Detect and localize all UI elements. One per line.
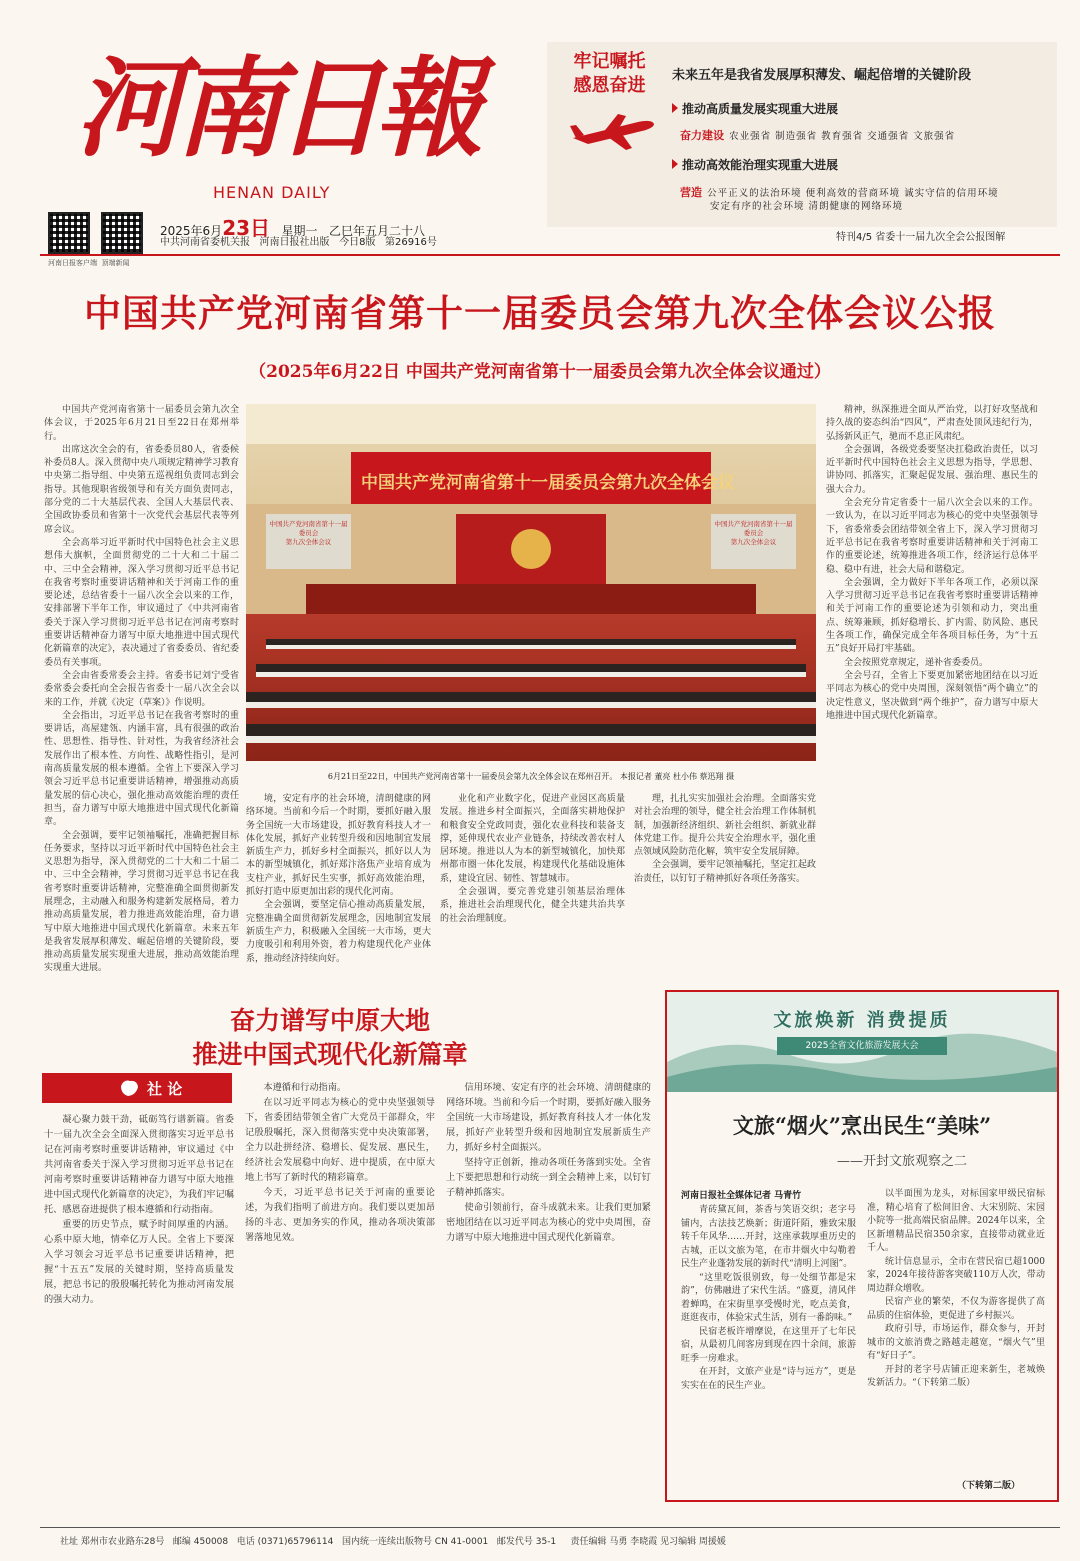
footer-address: 社址 郑州市农业路东28号 — [60, 1537, 165, 1547]
qr-codes — [48, 212, 143, 268]
editorial-label: 社 论 — [147, 1080, 183, 1098]
paragraph: 全会按照党章规定，递补省委委员。 — [844, 657, 989, 668]
article-column-3 — [440, 793, 625, 976]
date-weekday: 星期一 — [281, 224, 318, 238]
promo-text-1: 农业强省 制造强省 教育强省 交通强省 文旅强省 — [729, 131, 956, 142]
paragraph: 青砖黛瓦间，茶香与笑语交织；老字号铺内，古法技艺焕新；街道阡陌，雅致宋服转千年风华……开封，这座承载厚重历史的古城，正以文旅为笔，在市井烟火中勾勒着民生产业蓬勃发展的新时代“清明上河图”。 — [681, 1205, 856, 1269]
paragraph: 民宿老板许增摩说，在这里开了七年民宿，从最初几间客房到现在四十余间，旅游旺季一房难求。 — [681, 1326, 856, 1364]
article-column-1 — [44, 404, 239, 976]
promo-tag-1: 奋力建设 — [680, 129, 724, 142]
paragraph: 精神，纵深推进全面从严治党，以打好攻坚战和持久战的姿态纠治“四风”，严肃查处顶风违纪行为，弘扬新风正气，驰而不息正风肃纪。 — [826, 405, 1038, 442]
footer-editors: 责任编辑 马勇 李晓霞 见习编辑 周援媛 — [570, 1537, 726, 1547]
paragraph: 坚持守正创新，推动各项任务落到实处。全省上下要把思想和行动统一到全会精神上来，以钉钉子精神抓落实。 — [446, 1157, 651, 1198]
paragraph: 全会充分肯定省委十一届八次全会以来的工作。一致认为，在以习近平同志为核心的党中央坚强领导下，省委常委会团结带领全省上下，深入学习贯彻习近平总书记在我省考察时重要讲话精神和关于河南工作的重要论述，统筹推进各项工作，经济运行总体平稳、稳中有进，社会大局和谐稳定。 — [826, 498, 1038, 575]
pub-pages: 今日8版 — [339, 237, 376, 248]
qr-caption-news: 顶端新闻 — [101, 259, 130, 267]
promo-text-2b: 安定有序的社会环境 清朗健康的网络环境 — [710, 201, 904, 212]
paragraph: 在开封，文旅产业是“诗与远方”，更是实实在在的民生产业。 — [681, 1367, 856, 1391]
editorial-headline-line-1: 奋力谱写中原大地 — [229, 1006, 430, 1035]
promo-text-2a: 公平正义的法治环境 便利高效的营商环境 诚实守信的信用环境 — [707, 188, 999, 199]
continued-note[interactable]: （下转第二版） — [957, 1481, 1021, 1491]
paragraph: 政府引导，市场运作，群众参与，开封城市的文旅消费之路越走越宽，“烟火气”里有“好日子”。 — [867, 1324, 1045, 1361]
article-column-5 — [826, 404, 1038, 976]
pub-publisher: 河南日报社出版 — [259, 237, 330, 248]
footer-divider — [40, 1527, 1060, 1528]
promo-item-1 — [672, 100, 838, 117]
editorial-headline[interactable] — [60, 1004, 600, 1072]
box-banner-title: 文旅焕新 消费提质 — [773, 1010, 951, 1031]
paragraph: 民宿产业的繁荣，不仅为游客提供了高品质的住宿体验，更促进了乡村振兴。 — [867, 1297, 1045, 1321]
article-column-2 — [246, 793, 431, 976]
paragraph: 开封的老字号店铺正迎来新生，老城焕发新活力。“（下转第二版） — [867, 1364, 1045, 1388]
box-headline[interactable]: 文旅“烟火”烹出民生“美味” — [732, 1113, 992, 1138]
paragraph: 全会强调，要牢记领袖嘱托，准确把握目标任务要求，坚持以习近平新时代中国特色社会主义思想为指导，深入贯彻党的二十大和二十届二中、三中全会精神，学习贯彻习近平总书记在我省考察时重要讲话精神，完整准确全面贯彻新发展理念，主动融入和服务构建新发展格局，着力推动高质量发展，着力推进高效能治理，奋力谱写中原大地推进中国式现代化新篇章。未来五年是我省发展厚积薄发、崛起倍增的关键阶段，要推动高质量发展实现重大进展，推动高效能治理实现重大进展。 — [44, 830, 239, 974]
culture-tourism-box[interactable] — [665, 990, 1059, 1502]
screen-right-text — [713, 520, 794, 547]
photo-caption: 6月21日至22日，中国共产党河南省第十一届委员会第九次全体会议在郑州召开。 本报记者 董亮 杜小伟 蔡迅翔 摄 — [327, 772, 735, 781]
promo-row-1 — [680, 124, 955, 143]
screen-text-line: 第九次全体会议 — [285, 538, 332, 546]
date-day: 23日 — [222, 216, 271, 240]
paragraph: 全会强调，各级党委要坚决扛稳政治责任，以习近平新时代中国特色社会主义思想为指导，学思想、讲协同、抓落实，汇聚起促发展、强治理、惠民生的强大合力。 — [826, 444, 1038, 495]
paragraph: 全会指出，习近平总书记在我省考察时的重要讲话，高屋建瓴、内涵丰富，具有很强的政治性、思想性、指导性、针对性，为我省经济社会发展作出了根本性、方向性、战略性指引，是河南高质量发展的根本遵循。全省上下要深入学习领会习近平总书记重要讲话精神，增强推动高质量发展的信心决心，强化推动高效能治理的责任担当，奋力谱写中原大地推进中国式现代化新篇章。 — [44, 710, 239, 828]
main-headline[interactable]: 中国共产党河南省第十一届委员会第九次全体会议公报 — [84, 291, 996, 335]
editorial-column-3 — [446, 1080, 651, 1520]
paragraph: 中国共产党河南省第十一届委员会第九次全体会议，于2025年6月21日至22日在郑州举行。 — [44, 405, 239, 442]
airplane-icon — [568, 112, 658, 152]
triangle-bullet-icon — [672, 159, 678, 169]
hall-banner-text: 中国共产党河南省第十一届委员会第九次全体会议 — [361, 473, 735, 493]
screen-text-line: 中国共产党河南省第十一届委员会 — [714, 520, 793, 537]
special-issue-note: 特刊4/5 省委十一届九次全会公报图解 — [836, 232, 1006, 243]
date-year-month: 2025年6月 — [160, 224, 223, 238]
promo-lead: 未来五年是我省发展厚积薄发、崛起倍增的关键阶段 — [672, 68, 972, 83]
paragraph: 全会由省委常委会主持。省委书记刘宁受省委常委会委托向全会报告省委十一届八次全会以来的工作，并就《决定（草案）》作说明。 — [44, 670, 239, 708]
paragraph: 重要的历史节点，赋予时间厚重的内涵。心系中原大地，情牵亿万人民。全省上下要深入学习领会习近平总书记重要讲话精神，把握“十五五”发展的关键时期，坚持高质量发展，把总书记的殷殷嘱托转化为推动河南发展的强大动力。 — [44, 1219, 234, 1305]
henan-map-icon — [118, 1078, 140, 1098]
paragraph: 统计信息显示，全市在营民宿已超1000家，2024年接待游客突破110万人次，带动周边群众增收。 — [867, 1256, 1045, 1294]
footer — [60, 1534, 1060, 1547]
paragraph: 全会强调，全力做好下半年各项工作，必须以深入学习贯彻习近平总书记在我省考察时重要讲话精神和关于河南工作的重要论述为引领和动力，突出重点、统筹兼顾，抓好稳增长、扩内需、防风险、惠民生各项工作，确保完成全年各项目标任务，为“十五五”良好开局打牢基础。 — [826, 577, 1038, 655]
footer-phone: 电话 (0371)65796114 — [236, 1537, 334, 1547]
editorial-label-box — [42, 1073, 232, 1103]
promo-item-2-text: 推动高效能治理实现重大进展 — [682, 158, 839, 172]
meeting-hall-illustration — [246, 404, 816, 761]
qr-caption-app: 河南日报客户端 — [48, 259, 97, 267]
paragraph: 全会高举习近平新时代中国特色社会主义思想伟大旗帜，全面贯彻党的二十大和二十届二中、三中全会精神，深入学习贯彻习近平总书记在我省考察时重要讲话精神和关于河南工作的重要论述，总结省委十一届八次全会以来的工作，安排部署下半年工作，审议通过了《中共河南省委关于深入学习贯彻习近平总书记在河南考察时重要讲话精神奋力谱写中原大地推进中国式现代化新篇章的决定》，表决通过了省委委员、省纪委委员有关事项。 — [44, 537, 239, 668]
qr-code-app-icon[interactable] — [48, 212, 90, 254]
main-subhead: （2025年6月22日 中国共产党河南省第十一届委员会第九次全体会议通过） — [249, 362, 831, 382]
promo-title-2: 感恩奋进 — [573, 75, 646, 96]
paragraph: 以半面围为龙头，对标国家甲级民宿标准，精心培育了松间旧舍、大宋别院、宋园小院等一批高端民宿品牌。2024年以来，全区新增精品民宿350余家，直接带动就业近千人。 — [867, 1189, 1045, 1253]
promo-title-1: 牢记嘱托 — [573, 51, 646, 72]
box-byline: 河南日报社全媒体记者 马青竹 — [681, 1191, 802, 1201]
editorial-column-2 — [245, 1080, 435, 1520]
screen-text-line: 第九次全体会议 — [730, 538, 777, 546]
qr-code-news-icon[interactable] — [101, 212, 143, 254]
editorial-column-1 — [44, 1112, 234, 1520]
box-banner-tag: 2025全省文化旅游发展大会 — [777, 1037, 947, 1055]
promo-item-2 — [672, 156, 838, 173]
footer-cn: 国内统一连续出版物号 CN 41-0001 — [341, 1537, 489, 1547]
triangle-bullet-icon — [672, 103, 678, 113]
paragraph: 今天，习近平总书记关于河南的重要论述，为我们指明了前进方向。我们要以更加昂扬的斗志、更加务实的作风，推动各项决策部署落地见效。 — [245, 1187, 435, 1243]
box-subtitle: ——开封文旅观察之二 — [837, 1154, 968, 1169]
paragraph: 境，安定有序的社会环境，清朗健康的网络环境。当前和今后一个时期，要抓好融入服务全国统一大市场建设，抓好教育科技人才一体化发展，抓好产业转型升级和因地制宜发展新质生产力，抓好乡村全面振兴，抓好以人为本的新型城镇化，抓好郑汴洛焦产业培育成为支柱产业，抓好民生实事，抓好高效能治理，抓好打造中原更加出彩的现代化河南。 — [246, 794, 431, 898]
paragraph: 使命引领前行，奋斗成就未来。让我们更加紧密地团结在以习近平同志为核心的党中央周围，奋力谱写中原大地推进中国式现代化新篇章。 — [446, 1202, 651, 1243]
pub-issue: 第26916号 — [385, 237, 437, 248]
paragraph: 在以习近平同志为核心的党中央坚强领导下，省委团结带领全省广大党员干部群众，牢记殷殷嘱托，深入贯彻落实党中央决策部署，全力以赴拼经济、稳增长、促发展、惠民生，经济社会发展稳中向好、进中提质，在中原大地上书写了新时代的精彩篇章。 — [245, 1097, 435, 1183]
article-column-4 — [634, 793, 816, 976]
paragraph: 全会强调，要坚定信心推动高质量发展，完整准确全面贯彻新发展理念，因地制宜发展新质生产力，积极融入全国统一大市场，更大力度吸引和利用外资，着力构建现代化产业体系，推动经济持续向好。 — [246, 900, 431, 964]
footer-postcode: 邮编 450008 — [172, 1537, 229, 1547]
pub-owner: 中共河南省委机关报 — [160, 237, 250, 248]
masthead-title: 河南日報 — [75, 46, 476, 172]
publication-info — [160, 233, 437, 248]
meeting-photo[interactable] — [246, 404, 816, 761]
masthead-english: HENAN DAILY — [213, 183, 331, 202]
promo-item-1-text: 推动高质量发展实现重大进展 — [682, 102, 839, 116]
paragraph: 信用环境、安定有序的社会环境、清朗健康的网络环境。当前和今后一个时期，要抓好融入服务全国统一大市场建设，抓好教育科技人才一体化发展，抓好产业转型升级和因地制宜发展新质生产力，抓好乡村全面振兴。 — [446, 1082, 651, 1153]
paragraph: 出席这次全会的有，省委委员80人，省委候补委员8人。深入贯彻中央八项规定精神学习教育中央第二指导组、中央第五巡视组负责同志到会指导。其他现职省级领导和有关方面负责同志，部分党的二十大基层代表、全国人大基层代表、全国政协委员和省第十一次党代会基层代表等列席会议。 — [44, 444, 239, 535]
promo-tag-2: 营造 — [680, 186, 702, 199]
editorial-headline-line-2: 推进中国式现代化新篇章 — [192, 1040, 468, 1069]
paragraph: 本遵循和行动指南。 — [263, 1082, 347, 1093]
paragraph: 全会强调，要牢记领袖嘱托，坚定扛起政治责任，以钉钉子精神抓好各项任务落实。 — [634, 860, 816, 884]
paragraph: 凝心聚力鼓干劲，砥砺笃行谱新篇。省委十一届九次全会全面深入贯彻落实习近平总书记在河南考察时重要讲话精神，审议通过《中共河南省委关于深入学习贯彻习近平总书记在河南考察时重要讲话精神奋力谱写中原大地推进中国式现代化新篇章的决定》，为我们牢记嘱托、感恩奋进提供了根本遵循和行动指南。 — [44, 1114, 234, 1215]
paragraph: 理，扎扎实实加强社会治理。全面落实党对社会治理的领导，健全社会治理工作体制机制，加强新经济组织、新社会组织、新就业群体党建工作。提升公共安全治理水平，强化重点领域风险防范化解，筑牢安全发展屏障。 — [634, 794, 816, 858]
box-column-1 — [681, 1204, 856, 1489]
footer-mail-code: 邮发代号 35-1 — [496, 1537, 557, 1547]
screen-left-text — [268, 520, 349, 547]
date-lunar: 乙巳年五月二十八 — [328, 224, 425, 238]
paragraph: 全会强调，要完善党建引领基层治理体系，推进社会治理现代化，健全共建共治共享的社会治理制度。 — [440, 887, 625, 924]
masthead-divider — [40, 254, 1060, 256]
screen-text-line: 中国共产党河南省第十一届委员会 — [269, 520, 348, 537]
box-column-2 — [867, 1188, 1045, 1473]
paragraph: 全会号召，全省上下要更加紧密地团结在以习近平同志为核心的党中央周围，深刻领悟“两个确立”的决定性意义，坚决做到“两个维护”，奋力谱写中原大地推进中国式现代化新篇章。 — [826, 670, 1038, 721]
paragraph: “这里吃饭很别致，每一处细节都是宋韵”，仿佛融进了宋代生活。“盛夏，清风伴着蝉鸣，在宋街里享受慢时光，吃点美食，逛逛夜市，体验宋式生活，别有一番韵味。” — [681, 1272, 856, 1323]
paragraph: 业化和产业数字化，促进产业园区高质量发展。推进乡村全面振兴，全面落实耕地保护和粮食安全党政同责，强化农业科技和装备支撑，延伸现代农业产业链条，持续改善农村人居环境。推进以人为本的新型城镇化，加快郑州都市圈一体化发展，构建现代化基础设施体系，建设宜居、韧性、智慧城市。 — [440, 794, 625, 884]
